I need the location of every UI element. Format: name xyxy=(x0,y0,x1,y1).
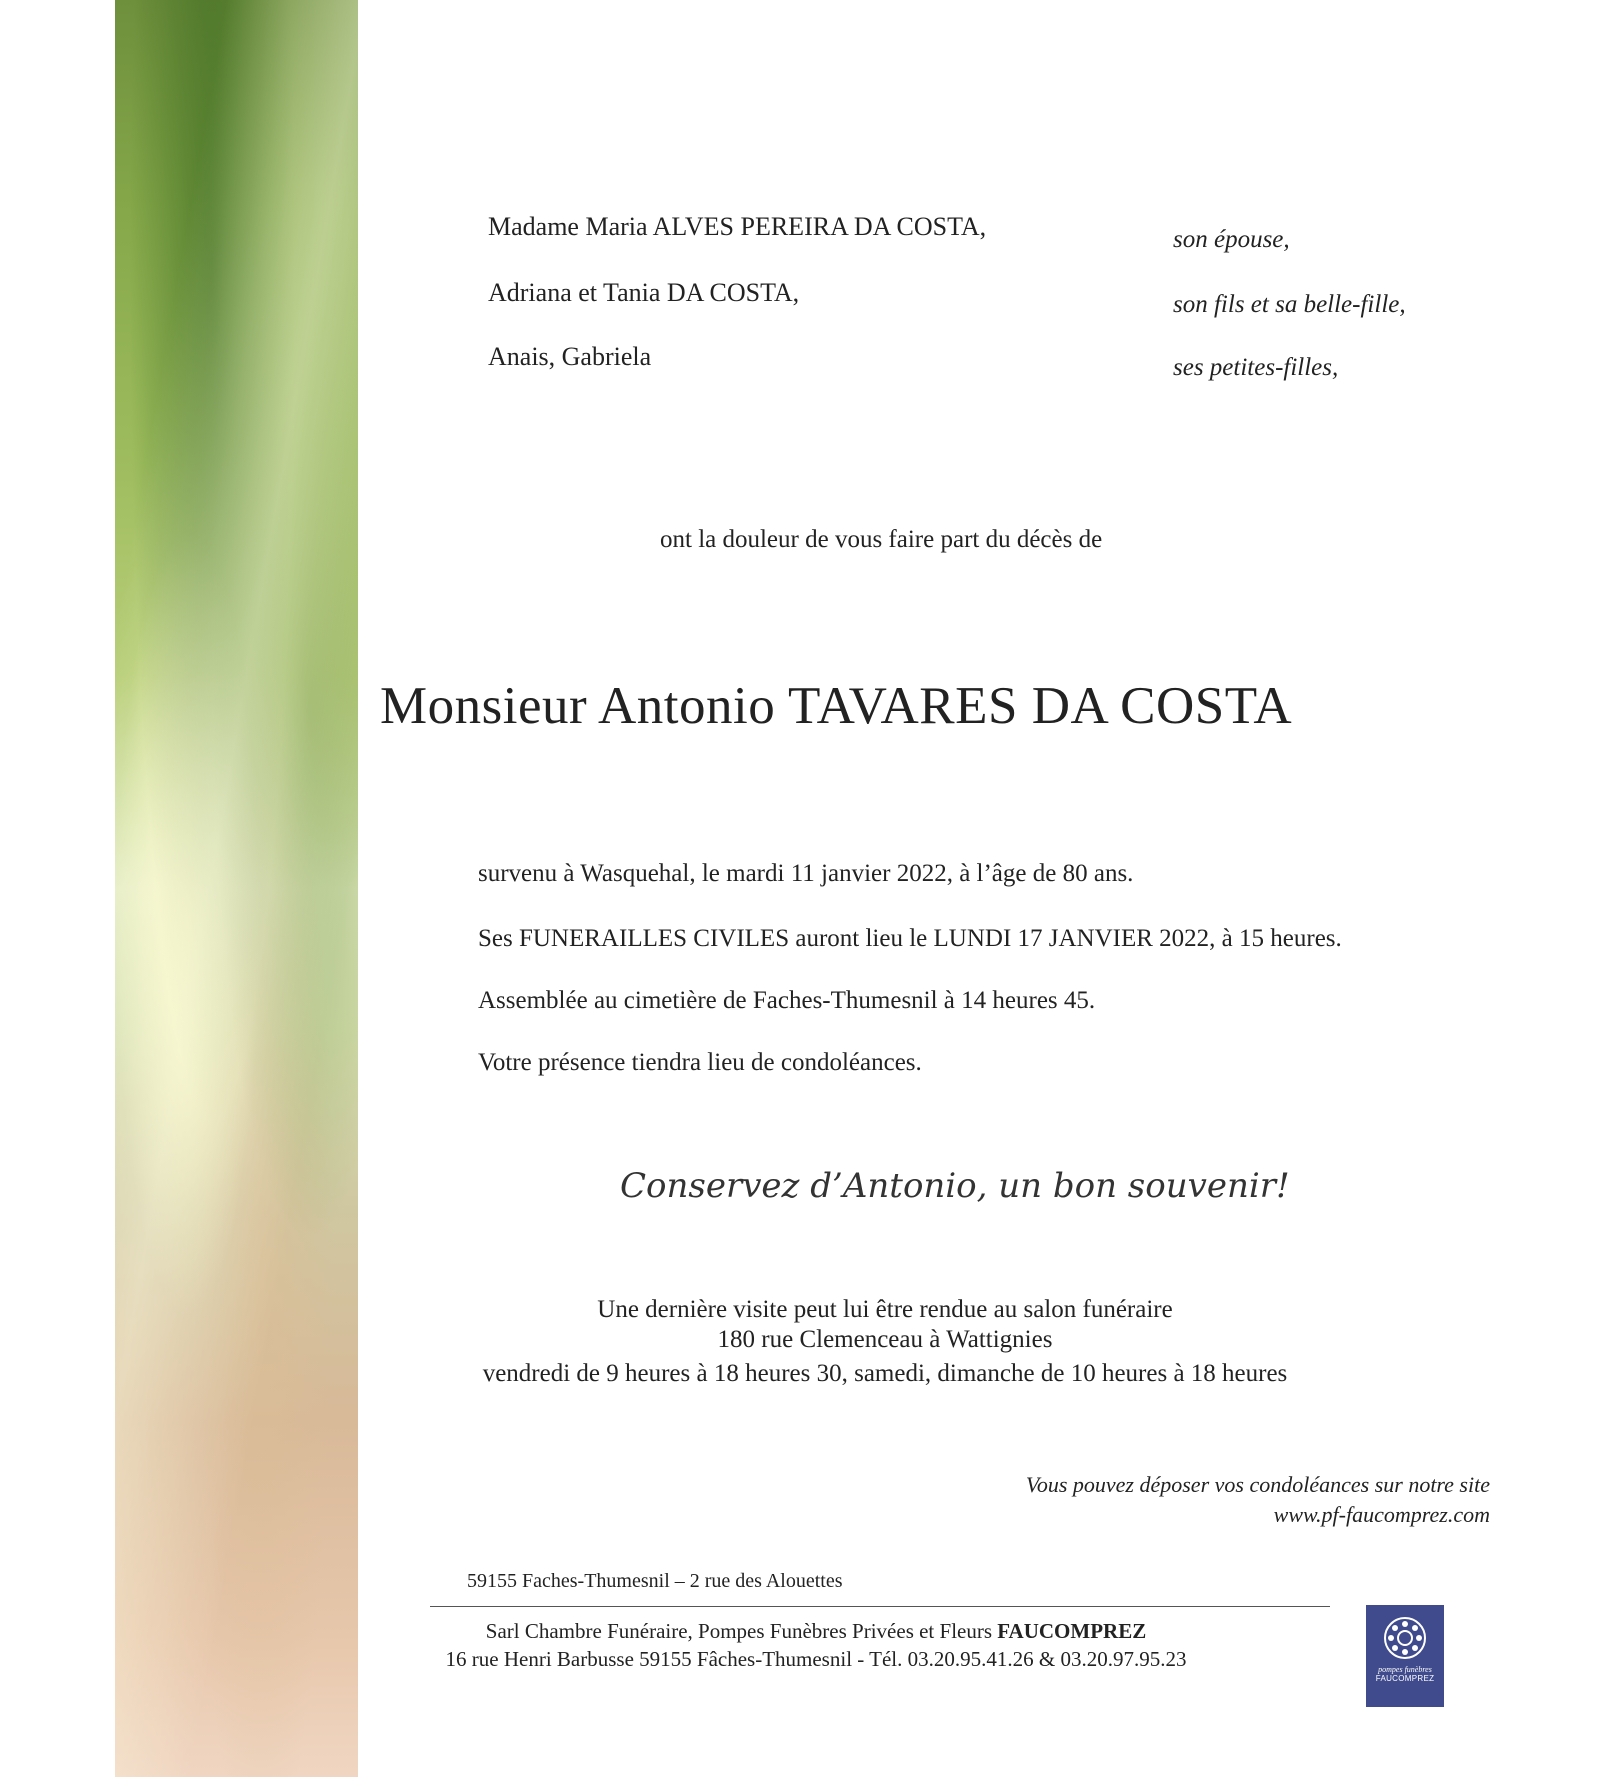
detail-line: Votre présence tiendra lieu de condoléances. xyxy=(478,1049,922,1076)
logo-brand: FAUCOMPREZ xyxy=(1375,1674,1435,1683)
local-address: 59155 Faches-Thumesnil – 2 rue des Alouettes xyxy=(467,1570,843,1592)
family-member-relation: son épouse, xyxy=(1173,226,1290,253)
family-member-relation: son fils et sa belle-fille, xyxy=(1173,291,1406,318)
visit-line: 180 rue Clemenceau à Wattignies xyxy=(717,1326,1053,1353)
visit-line: Une dernière visite peut lui être rendue au salon funéraire xyxy=(597,1296,1173,1323)
forest-path-photo xyxy=(115,0,358,1777)
website-link[interactable]: www.pf-faucomprez.com xyxy=(1273,1502,1490,1527)
announcement-text: ont la douleur de vous faire part du décès de xyxy=(660,526,1103,553)
deceased-name: Monsieur Antonio TAVARES DA COSTA xyxy=(380,677,1293,735)
company-address: 16 rue Henri Barbusse 59155 Fâches-Thumesnil - Tél. 03.20.95.41.26 & 03.20.97.95.23 xyxy=(445,1647,1187,1671)
detail-line: Ses FUNERAILLES CIVILES auront lieu le LUNDI 17 JANVIER 2022, à 15 heures. xyxy=(478,925,1342,952)
logo-tagline: pompes funèbres xyxy=(1378,1665,1432,1674)
family-member-name: Adriana et Tania DA COSTA, xyxy=(488,278,800,307)
family-member-name: Anais, Gabriela xyxy=(488,342,652,371)
flower-rosette-icon xyxy=(1382,1615,1428,1661)
memorial-quote: Conservez d’Antonio, un bon souvenir! xyxy=(620,1166,1290,1206)
condolences-text: Vous pouvez déposer vos condoléances sur notre site xyxy=(1025,1472,1490,1497)
footer-divider xyxy=(430,1606,1330,1607)
detail-line: survenu à Wasquehal, le mardi 11 janvier 2022, à l’âge de 80 ans. xyxy=(478,860,1134,887)
family-member-relation: ses petites-filles, xyxy=(1173,354,1339,381)
company-brand: FAUCOMPREZ xyxy=(997,1619,1147,1643)
family-member-name: Madame Maria ALVES PEREIRA DA COSTA, xyxy=(488,212,987,241)
visit-line: vendredi de 9 heures à 18 heures 30, samedi, dimanche de 10 heures à 18 heures xyxy=(482,1360,1288,1387)
detail-line: Assemblée au cimetière de Faches-Thumesnil à 14 heures 45. xyxy=(478,987,1096,1014)
company-logo xyxy=(1366,1605,1444,1707)
company-description: Sarl Chambre Funéraire, Pompes Funèbres Privées et Fleurs xyxy=(485,1619,998,1643)
company-line xyxy=(0,1619,1600,1644)
